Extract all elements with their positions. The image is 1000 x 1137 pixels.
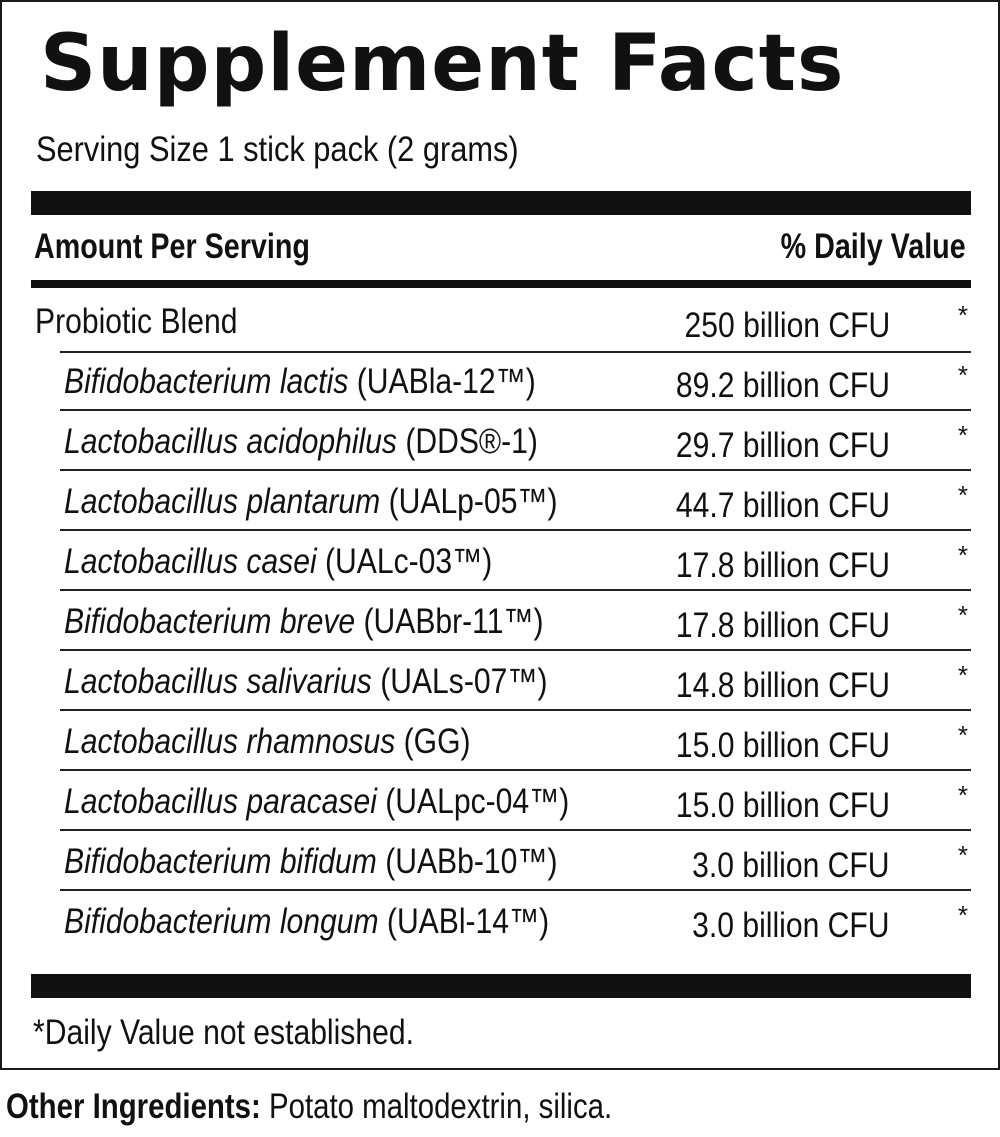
ingredient-amount: 14.8 billion CFU <box>675 666 890 705</box>
ingredient-amount: 17.8 billion CFU <box>675 546 890 585</box>
ingredient-amount: 89.2 billion CFU <box>675 366 890 405</box>
species-name: Lactobacillus plantarum <box>64 482 381 521</box>
other-ingredients-value: Potato maltodextrin, silica. <box>269 1087 613 1126</box>
daily-value-mark: * <box>957 420 968 450</box>
species-name: Lactobacillus acidophilus <box>64 422 397 461</box>
strain-code: (UABl-14™) <box>386 902 550 941</box>
ingredient-name <box>64 420 538 464</box>
daily-value-mark: * <box>957 720 968 750</box>
ingredient-amount: 3.0 billion CFU <box>692 906 890 945</box>
ingredient-name <box>64 540 492 584</box>
ingredient-amount: 17.8 billion CFU <box>675 606 890 645</box>
ingredient-amount: 3.0 billion CFU <box>692 846 890 885</box>
species-name: Bifidobacterium bifidum <box>64 842 377 881</box>
strain-code: (UABla-12™) <box>356 362 536 401</box>
table-row <box>2 771 1000 831</box>
daily-value-mark: * <box>957 540 968 570</box>
ingredient-name <box>64 480 558 524</box>
ingredient-amount: 250 billion CFU <box>684 306 890 345</box>
ingredient-name <box>64 600 544 644</box>
ingredient-name <box>64 780 569 824</box>
table-row <box>2 831 1000 891</box>
table-row <box>2 291 1000 351</box>
daily-value-mark: * <box>957 600 968 630</box>
other-ingredients <box>6 1084 612 1130</box>
table-row <box>2 471 1000 531</box>
species-name: Lactobacillus casei <box>64 542 317 581</box>
daily-value-mark: * <box>957 300 968 330</box>
table-row <box>2 351 1000 411</box>
daily-value-mark: * <box>957 480 968 510</box>
table-row <box>2 591 1000 651</box>
footnote: *Daily Value not established. <box>33 1013 414 1052</box>
strain-code: (UALc-03™) <box>325 542 493 581</box>
ingredient-name <box>64 360 536 404</box>
row-divider <box>60 351 971 353</box>
table-row <box>2 711 1000 771</box>
table-row <box>2 531 1000 591</box>
strain-code: (GG) <box>403 722 471 761</box>
daily-value-mark: * <box>957 780 968 810</box>
other-ingredients-label: Other Ingredients: <box>6 1087 261 1126</box>
ingredient-name <box>64 840 558 884</box>
thick-divider <box>31 974 971 998</box>
ingredient-name: Probiotic Blend <box>35 302 238 341</box>
strain-code: (UALs-07™) <box>380 662 548 701</box>
ingredient-name <box>64 660 547 704</box>
ingredient-amount: 29.7 billion CFU <box>675 426 890 465</box>
table-row <box>2 651 1000 711</box>
ingredient-name <box>64 720 471 764</box>
ingredient-amount: 15.0 billion CFU <box>675 726 890 765</box>
strain-code: (UABb-10™) <box>385 842 558 881</box>
daily-value-mark: * <box>957 360 968 390</box>
strain-code: (DDS®-1) <box>405 422 538 461</box>
table-row <box>2 411 1000 471</box>
header-divider <box>31 280 971 288</box>
species-name: Lactobacillus paracasei <box>64 782 377 821</box>
thick-divider <box>31 191 971 215</box>
daily-value-mark: * <box>957 660 968 690</box>
daily-value-mark: * <box>957 840 968 870</box>
serving-size: Serving Size 1 stick pack (2 grams) <box>36 130 519 169</box>
daily-value-header: % Daily Value <box>780 227 966 266</box>
species-name: Lactobacillus rhamnosus <box>64 722 396 761</box>
ingredient-amount: 44.7 billion CFU <box>675 486 890 525</box>
strain-code: (UABbr-11™) <box>363 602 544 641</box>
strain-code: (UALpc-04™) <box>385 782 570 821</box>
species-name: Bifidobacterium lactis <box>64 362 349 401</box>
nutrient-table <box>2 291 1000 951</box>
amount-per-serving-header: Amount Per Serving <box>34 227 310 266</box>
ingredient-amount: 15.0 billion CFU <box>675 786 890 825</box>
species-name: Lactobacillus salivarius <box>64 662 372 701</box>
strain-code: (UALp-05™) <box>388 482 558 521</box>
species-name: Bifidobacterium longum <box>64 902 379 941</box>
daily-value-mark: * <box>957 900 968 930</box>
table-row <box>2 891 1000 951</box>
panel-title: Supplement Facts <box>40 19 845 109</box>
species-name: Bifidobacterium breve <box>64 602 356 641</box>
ingredient-name <box>64 900 549 944</box>
